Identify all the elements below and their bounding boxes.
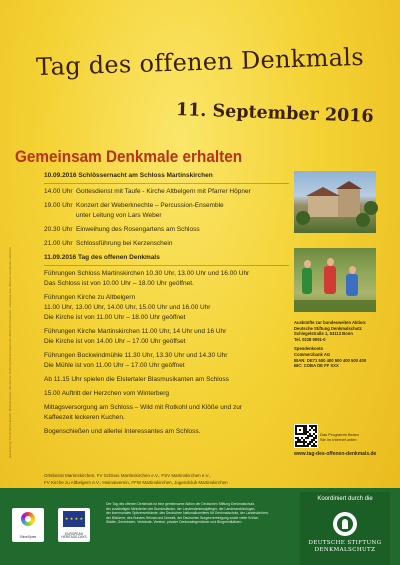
bank-line: BIC: COBA DE FF XXX bbox=[294, 363, 339, 369]
info-line: Tel. 0228 9091-0 bbox=[294, 336, 326, 342]
eu-flag-icon: ★ ★ ★ ★ EUROPEAN HERITAGE DAYS bbox=[58, 508, 90, 542]
program-text bbox=[76, 187, 289, 197]
program-text-line: Konzert der Weberknechte – Percussion-Ensemble bbox=[76, 202, 224, 209]
program-item bbox=[44, 239, 289, 249]
program-text-line: Schlossführung bei Kerzenschein bbox=[76, 240, 173, 247]
note-line: der zuständigen Ministerien der Bundesländer, der Landesdenkmalpfleger, der Landesarchäologen, bbox=[106, 506, 256, 511]
program-item bbox=[44, 187, 289, 197]
qr-caption-line: Sie im Internet unter: bbox=[320, 437, 358, 443]
bank-line: Spendenkonto bbox=[294, 346, 324, 352]
castle-photo bbox=[294, 171, 376, 233]
program-time: 20.30 Uhr bbox=[44, 226, 73, 233]
program-block bbox=[44, 389, 289, 399]
credit-text: Gestaltung: Fia Kristina Kaiser, Bildnachweis: Deutsche Stiftung Denkmalschutz, Bildinformationen: www.tag-des-offenen-denkmals.de/fotos bbox=[8, 247, 12, 458]
program-block-line: 11.00 Uhr, 13.00 Uhr, 14.00 Uhr, 15.00 Uhr und 16.00 Uhr bbox=[44, 304, 211, 311]
note-line: Städte, Gemeinden, Verbände, Vereine, privater Denkmaleigentümer und Bürgerinitiativen. bbox=[106, 520, 243, 525]
day1-heading: 10.09.2016 Schlössernacht am Schloss Martinskirchen bbox=[44, 172, 213, 179]
program bbox=[44, 171, 289, 441]
program-block bbox=[44, 403, 289, 423]
program-text bbox=[76, 239, 289, 249]
dsd-name-line: DEUTSCHE STIFTUNG bbox=[308, 540, 382, 546]
program-block-line: Führungen Kirche zu Altbelgern bbox=[44, 294, 136, 301]
subtitle: Gemeinsam Denkmale erhalten bbox=[15, 147, 243, 166]
event-date: 11. September 2016 bbox=[175, 100, 374, 127]
bank-block bbox=[294, 346, 384, 368]
program-text-line: Einweihung des Rosengartens am Schloss bbox=[76, 226, 200, 233]
program-item bbox=[44, 201, 289, 221]
program-block-line: Mittagsversorgung am Schloss – Wild mit Rotkohl und Klöße und zur bbox=[44, 404, 242, 411]
coordinator-panel bbox=[300, 492, 390, 565]
program-item bbox=[44, 225, 289, 235]
coordinated-by-label: Koordiniert durch die bbox=[317, 496, 373, 502]
qr-code-icon[interactable] bbox=[294, 424, 318, 448]
shinespree-logo-icon bbox=[12, 508, 44, 542]
organizers bbox=[44, 472, 294, 486]
program-block-line: Kaffeezeit leckeren Kuchen. bbox=[44, 414, 125, 421]
logo-label: EUROPEAN HERITAGE DAYS bbox=[61, 531, 87, 540]
bank-line: Commerzbank AG bbox=[294, 351, 331, 357]
day1-list bbox=[44, 187, 289, 253]
website-link[interactable]: www.tag-des-offenen-denkmals.de bbox=[294, 451, 377, 457]
program-text bbox=[76, 201, 289, 221]
side-info bbox=[294, 320, 384, 373]
program-text-line: Gottesdienst mit Taufe - Kirche Altbelgern mit Pfarrer Höpner bbox=[76, 188, 251, 195]
bank-line: IBAN: DE71 500 400 500 400 500 400 bbox=[294, 357, 367, 363]
dsd-name-line: DENKMALSCHUTZ bbox=[314, 547, 376, 553]
program-block-line: Das Schloss ist von 10.00 Uhr – 18.00 Uhr geöffnet. bbox=[44, 280, 194, 287]
credit-strip bbox=[1, 150, 12, 460]
program-block bbox=[44, 351, 289, 371]
program-block-line: Ab 11.15 Uhr spielen die Elstertaler Blasmusikanten am Schloss bbox=[44, 376, 229, 383]
note-line: der Bistümer, des Bundes Heimat und Umwelt, der Deutschen Burgenvereinigung sowie vieler Kreise, bbox=[106, 515, 259, 520]
info-block bbox=[294, 320, 384, 342]
dsd-logo-icon bbox=[333, 512, 357, 536]
logo-label: ShineSpree bbox=[19, 535, 37, 540]
program-block bbox=[44, 327, 289, 347]
program-block bbox=[44, 269, 289, 289]
program-block-line: Die Kirche ist von 11.00 Uhr – 18.00 Uhr geöffnet bbox=[44, 314, 186, 321]
note-line: Der Tag des offenen Denkmals ist eine gemeinsame Aktion der Deutschen Stiftung Denkmalschutz, bbox=[106, 502, 256, 506]
note-line: der kommunalen Spitzenverbände, des Deutschen Nationalkomitees für Denkmalschutz, der Landeskirchen, bbox=[106, 511, 269, 516]
program-block-line: Führungen Bockwindmühle 11.30 Uhr, 13.30 Uhr und 14.30 Uhr bbox=[44, 352, 228, 359]
program-block bbox=[44, 293, 289, 323]
program-block-line: Die Mühle ist von 11.00 Uhr – 17.00 Uhr geöffnet bbox=[44, 362, 185, 369]
program-time: 19.00 Uhr bbox=[44, 202, 73, 209]
qr-caption bbox=[320, 432, 359, 443]
footer-note bbox=[106, 502, 278, 525]
info-line: Schlegelstraße 1, 53113 Bonn bbox=[294, 331, 353, 337]
organizer-line: Ortsbeirat Martinskirchen, FV Schloss Martinskirchen e.V., FSV Martinskirchen e.V., bbox=[44, 473, 211, 478]
program-time: 21.00 Uhr bbox=[44, 240, 73, 247]
divider bbox=[44, 265, 289, 266]
dsd-name bbox=[300, 540, 390, 554]
day2-heading: 11.09.2016 Tag des offenen Denkmals bbox=[44, 254, 160, 261]
info-line: Deutsche Stiftung Denkmalschutz bbox=[294, 325, 362, 331]
page-title: Tag des offenen Denkmals bbox=[35, 42, 365, 82]
program-block-line: Bogenschießen und allerlei Interessantes am Schloss. bbox=[44, 428, 201, 435]
children-photo bbox=[294, 248, 376, 312]
program-time: 14.00 Uhr bbox=[44, 188, 73, 195]
day2-list bbox=[44, 269, 289, 441]
program-block-line: Die Kirche ist von 14.00 Uhr – 17.00 Uhr geöffset bbox=[44, 338, 186, 345]
program-block bbox=[44, 375, 289, 385]
program-text bbox=[76, 225, 289, 235]
program-text-line: unter Leitung von Lars Weber bbox=[76, 212, 162, 219]
qr-caption-line: Das Programm finden bbox=[320, 432, 359, 437]
organizer-line: FV Kirche zu Altbelgern e.V., Heimatverein, FFW Martinskirchen, Jugendclub Martinskirchen bbox=[44, 480, 228, 485]
program-block bbox=[44, 427, 289, 437]
program-block-line: Führungen Schloss Martinskirchen 10.30 Uhr, 13.00 Uhr und 16.00 Uhr bbox=[44, 270, 250, 277]
info-line: Auskünfte zur bundesweiten Aktion: bbox=[294, 320, 367, 325]
program-block-line: 15.00 Auftritt der Herzchen vom Winterberg bbox=[44, 390, 170, 397]
divider bbox=[44, 183, 289, 184]
program-block-line: Führungen Kirche Martinskirchen 11.00 Uhr, 14 Uhr und 16 Uhr bbox=[44, 328, 227, 335]
